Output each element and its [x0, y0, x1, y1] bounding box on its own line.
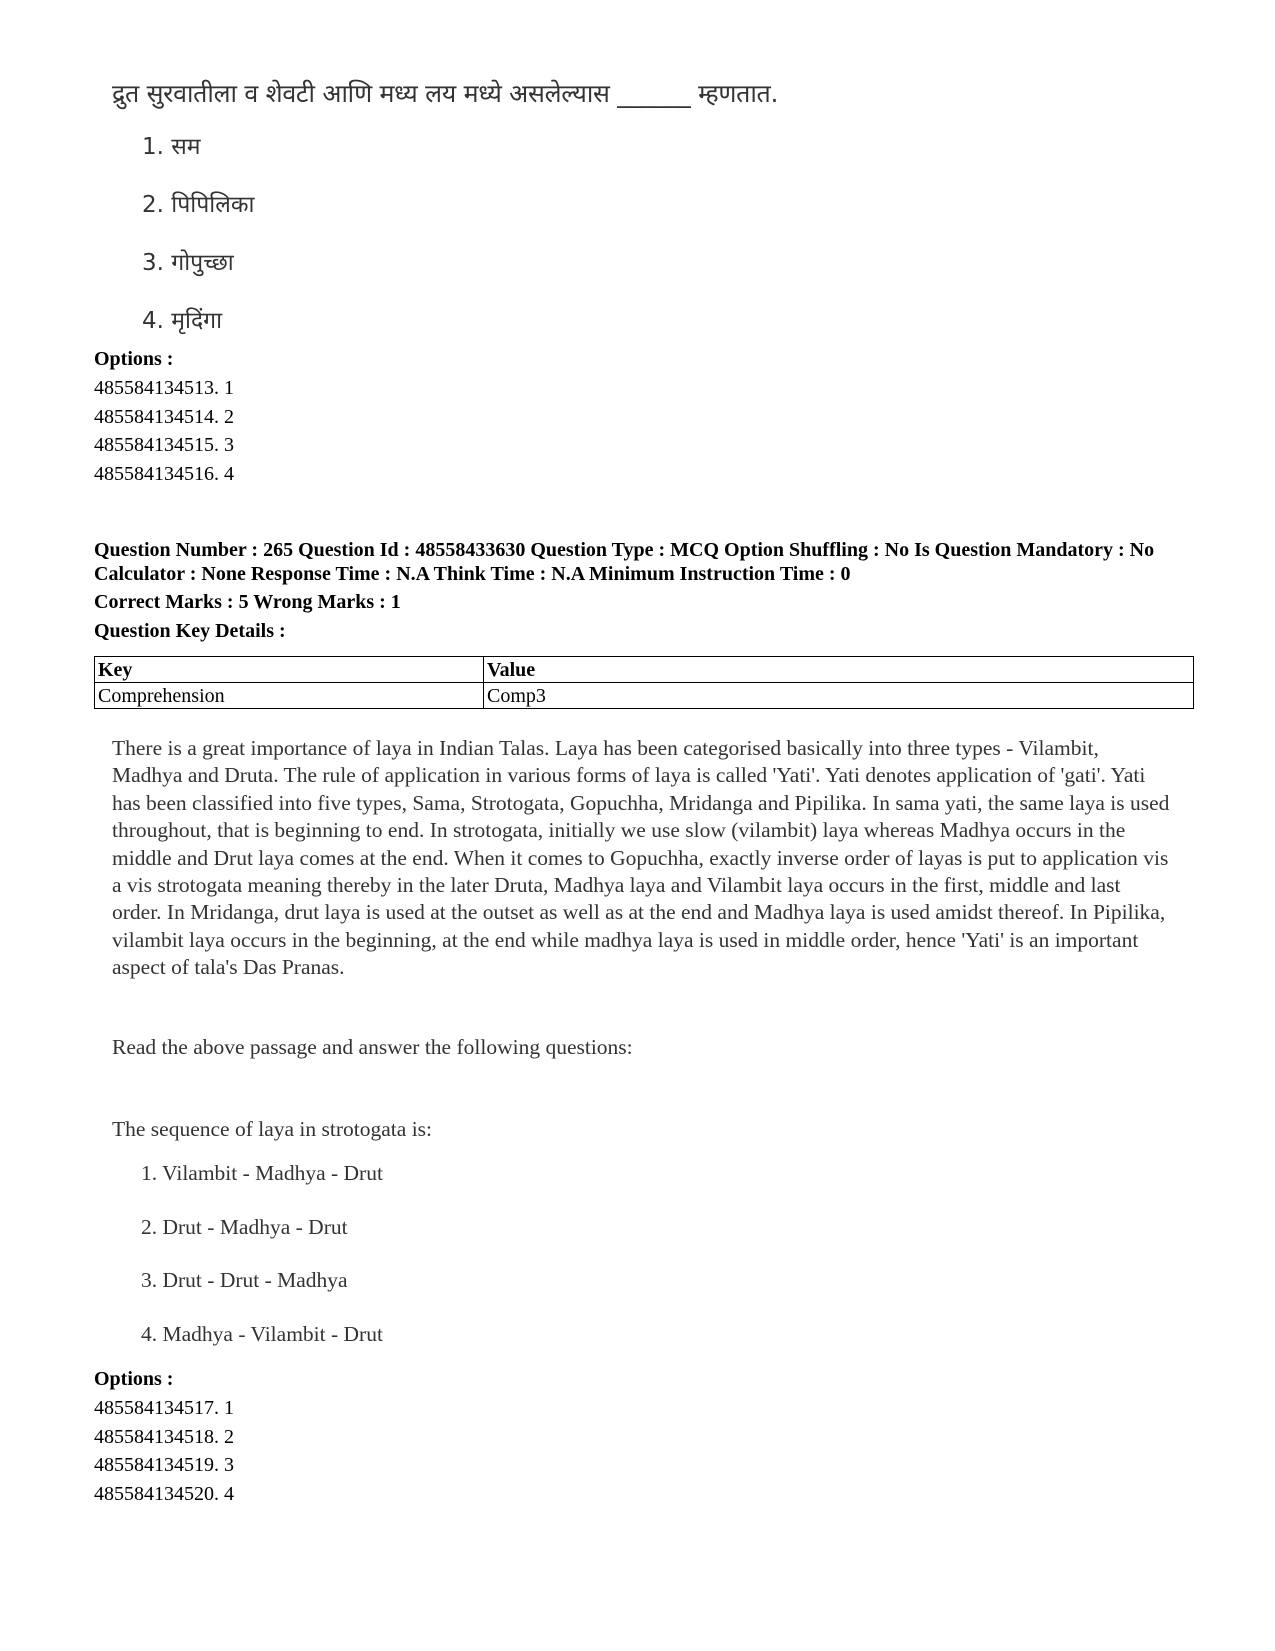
question-stem-marathi: द्रुत सुरवातीला व शेवटी आणि मध्य लय मध्ये असलेल्यास ______ म्हणतात.: [112, 79, 779, 108]
choice-item: 2. Drut - Madhya - Drut: [141, 1214, 348, 1239]
options-heading: Options :: [94, 1368, 174, 1390]
cell-key: Comprehension: [95, 683, 484, 709]
options-list: [94, 1396, 234, 1510]
header-key: Key: [95, 657, 484, 683]
marks-line: Correct Marks : 5 Wrong Marks : 1: [94, 591, 401, 613]
table-row: [95, 683, 1194, 709]
question-metadata: Question Number : 265 Question Id : 48558433630 Question Type : MCQ Option Shuffling : No Is Question Mandatory : No Calculator : None Response Time : N.A Think Time : N.A Minimum Instruction Time : 0: [94, 539, 1155, 585]
option-item: 485584134516. 4: [94, 462, 234, 485]
option-item: 485584134513. 1: [94, 377, 234, 399]
choice-item: 4. मृदिंगा: [142, 308, 223, 334]
choice-item: 1. सम: [142, 134, 201, 160]
key-details-table: [94, 656, 1194, 709]
header-value: Value: [484, 657, 1194, 683]
choice-item: 1. Vilambit - Madhya - Drut: [141, 1161, 383, 1185]
option-item: 485584134517. 1: [94, 1397, 234, 1419]
passage-instruction: Read the above passage and answer the following questions:: [112, 1035, 633, 1059]
options-heading: Options :: [94, 348, 174, 370]
option-item: 485584134514. 2: [94, 405, 234, 428]
question-stem: The sequence of laya in strotogata is:: [112, 1117, 433, 1141]
question-choices-marathi: [142, 132, 254, 364]
choice-item: 3. Drut - Drut - Madhya: [141, 1268, 348, 1292]
key-details-heading: Question Key Details :: [94, 620, 286, 642]
option-item: 485584134515. 3: [94, 434, 234, 456]
comprehension-passage: There is a great importance of laya in Indian Talas. Laya has been categorised basically into three types - Vilambit, Madhya and Druta. The rule of application in various forms of laya is called 'Yati'. Yati denotes application of 'gati'. Yati has been classified into five types, Sama, Strotogata, Gopuchha, Mridanga and Pipilika. In sama yati, the same laya is used throughout, that is beginning to end. In strotogata, initially we use slow (vilambit) laya whereas Madhya occurs in the middle and Drut laya comes at the end. When it comes to Gopuchha, exactly inverse order of layas is put to application vis a vis strotogata meaning thereby in the later Druta, Madhya laya and Vilambit laya occurs in the first, middle and last order. In Mridanga, drut laya is used at the outset as well as at the end and Madhya laya is used amidst thereof. In Pipilika, vilambit laya occurs in the beginning, at the end while madhya laya is used in middle order, hence 'Yati' is an important aspect of tala's Das Pranas.: [112, 736, 1170, 980]
option-item: 485584134518. 2: [94, 1425, 234, 1448]
table-header-row: [95, 657, 1194, 683]
choice-item: 2. पिपिलिका: [142, 192, 255, 218]
option-item: 485584134520. 4: [94, 1482, 234, 1505]
choice-item: 4. Madhya - Vilambit - Drut: [141, 1321, 383, 1346]
question-choices: [141, 1160, 383, 1374]
cell-value: Comp3: [484, 683, 1194, 709]
option-item: 485584134519. 3: [94, 1454, 234, 1476]
options-list: [94, 376, 234, 490]
choice-item: 3. गोपुच्छा: [142, 250, 234, 276]
